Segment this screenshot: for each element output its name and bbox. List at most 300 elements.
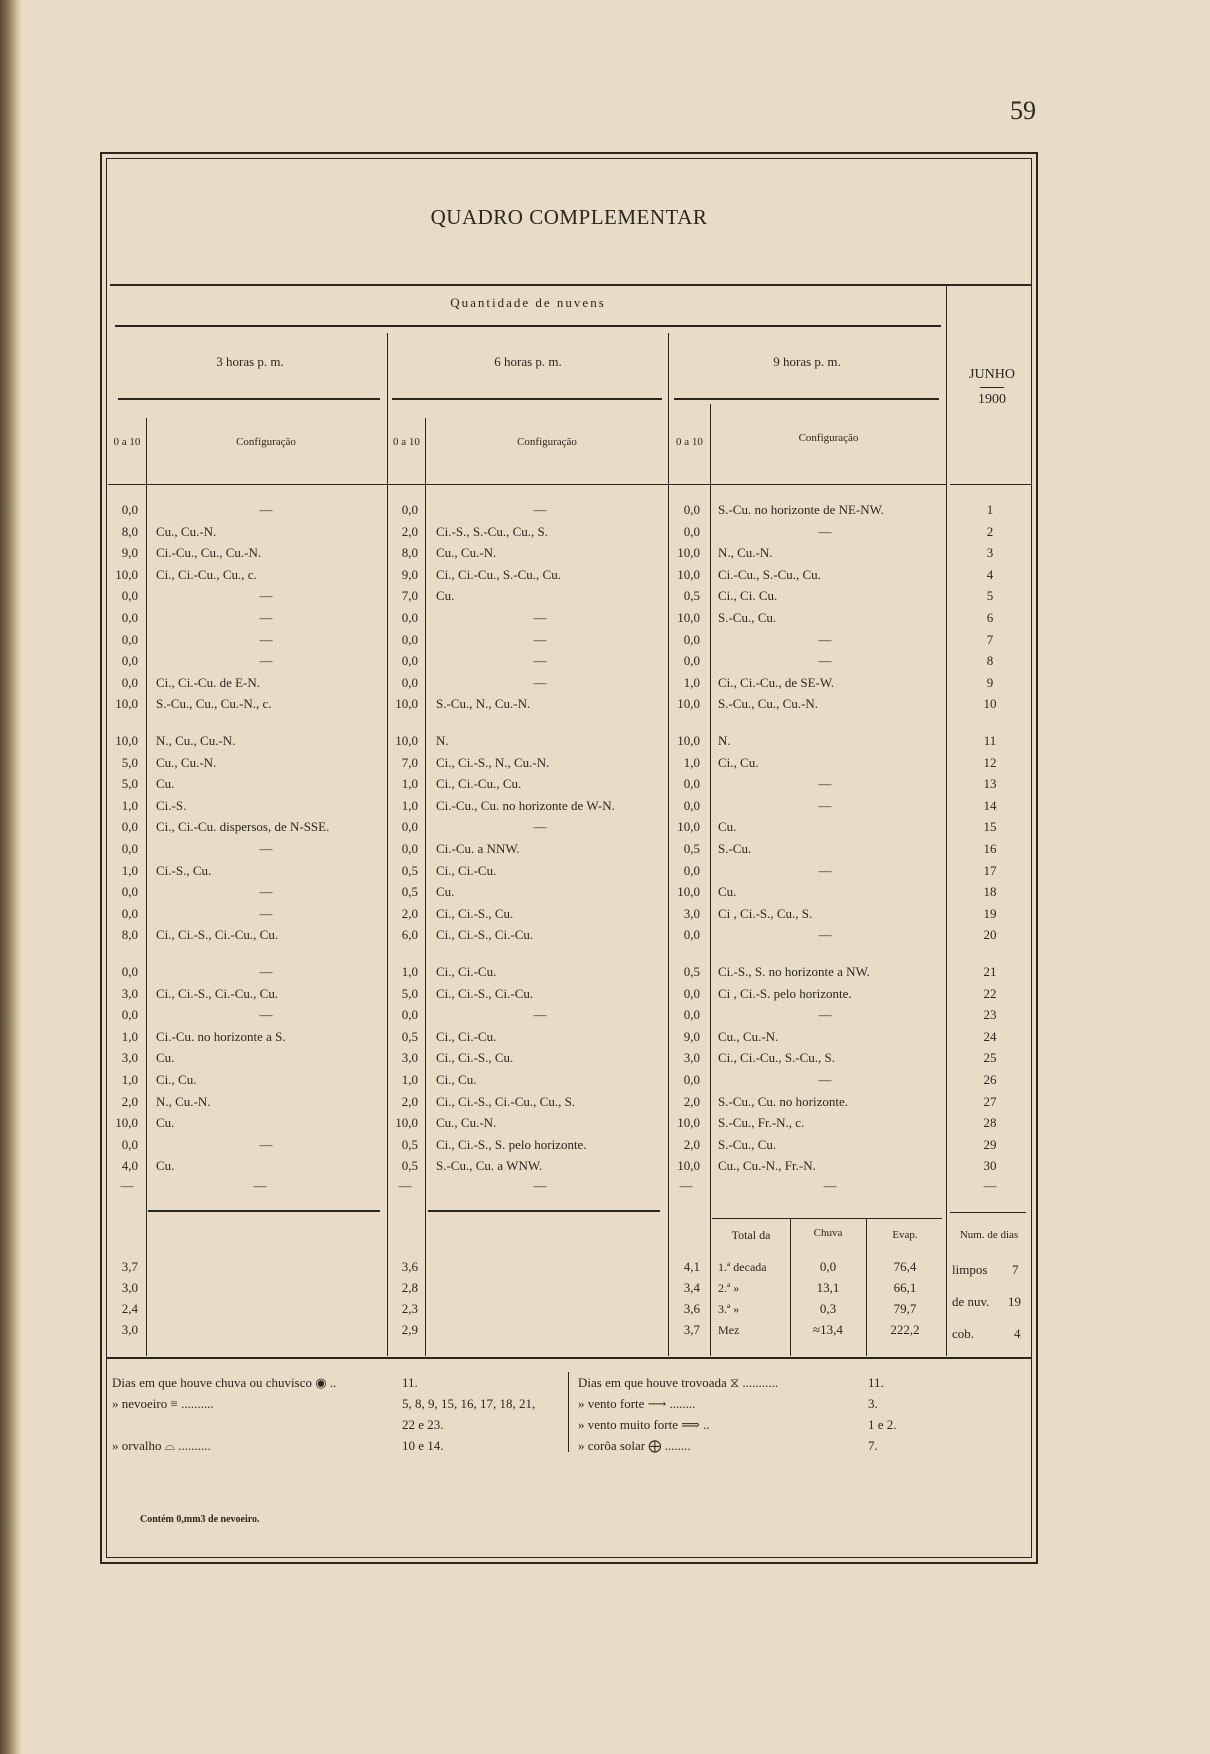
page-number: 59 [1010,96,1036,125]
cloud-config-3pm: Ci., Ci.-Cu. dispersos, de N-SSE. [156,819,330,835]
cloud-config-3pm: — [259,1007,273,1023]
cloud-config-3pm: Ci., Cu. [156,1072,197,1087]
cloud-config-3pm: Cu. [156,1050,175,1066]
day-number: 29 [983,1136,997,1152]
cloud-config-6pm: — [533,653,547,669]
cloud-amount-6pm: 2,0 [401,1093,418,1109]
cloud-config-6pm: Cu., Cu.-N. [436,1115,497,1131]
page-title: QUADRO COMPLEMENTAR [430,205,708,229]
footer-left-value: 22 e 23. [402,1417,444,1432]
cloud-amount-3pm: 0,0 [121,631,138,647]
cloud-amount-3pm: 0,0 [121,1007,138,1023]
day-number: 4 [986,566,994,582]
cloud-config-6pm: Ci., Ci.-Cu., Cu. [436,776,522,792]
cloud-amount-6pm: 10,0 [395,733,418,748]
cloud-amount-9pm: 0,0 [683,985,700,1001]
cloud-config-6pm: Ci., Ci.-S., Cu. [436,905,514,921]
cloud-config-9pm: Ci.-Cu., S.-Cu., Cu. [718,566,821,582]
cloud-config-3pm: — [259,610,273,625]
cloud-config-3pm: — [259,502,273,517]
cloud-config-6pm: Cu. [436,588,455,604]
summary-header-evap: Evap. [892,1229,918,1241]
cloud-config-6pm: Ci., Ci.-S., Ci.-Cu. [436,985,534,1001]
cloud-amount-6pm: 7,0 [401,754,418,770]
cloud-config-6pm: Cu. [436,884,455,900]
evaporation-total: 66,1 [893,1280,917,1295]
cloud-amount-3pm: 0,0 [121,884,138,900]
cloud-amount-9pm: 10,0 [677,884,700,900]
summary-period: 3.ª » [718,1302,740,1316]
cloud-config-6pm: Ci., Ci.-S., S. pelo horizonte. [436,1136,587,1152]
cloud-amount-6pm: 0,0 [401,819,418,835]
cloud-amount-6pm: 1,0 [401,776,418,792]
mean-3pm: 2,4 [121,1301,138,1316]
cloud-config-6pm: Ci.-Cu. a NNW. [436,841,520,856]
cloud-config-9pm: Ci , Ci.-S., Cu., S. [718,905,813,921]
footer-right-value: 7. [868,1438,878,1453]
cloud-config-9pm: — [818,927,832,943]
cloud-amount-3pm: 0,0 [121,819,138,835]
day-number: 19 [983,905,997,921]
cloud-amount-3pm: 0,0 [121,588,138,604]
cloud-config-9pm: — [818,523,832,539]
cloud-amount-3pm: 3,0 [121,985,138,1001]
mean-9pm: 3,6 [683,1301,700,1316]
cloud-config-3pm: — [259,653,273,669]
cloud-config-6pm: — [533,1007,547,1023]
cloud-config-3pm: Ci.-Cu., Cu., Cu.-N. [156,545,262,561]
cob-value: 4 [1014,1326,1021,1341]
day-number: 11 [983,733,997,748]
mean-9pm: 4,1 [683,1259,700,1274]
cloud-config-9pm: Cu., Cu.-N. [718,1028,779,1044]
cloud-config-3pm: N., Cu., Cu.-N. [156,733,236,748]
day-number: 24 [983,1028,997,1044]
footer-right-value: 11. [868,1375,884,1390]
column-end-dash: — [823,1178,837,1194]
footer-left-label: » nevoeiro ≡ .......... [112,1396,214,1411]
column-end-dash: — [679,1178,693,1194]
cloud-config-6pm: Cu., Cu.-N. [436,545,497,561]
cloud-amount-3pm: 5,0 [121,776,138,792]
footer-left-label: Dias em que houve chuva ou chuvisco ◉ .. [112,1375,337,1390]
cloud-amount-3pm: 0,0 [121,841,138,856]
brace-9pm [674,398,939,400]
cloud-amount-6pm: 9,0 [401,566,418,582]
cloud-config-9pm: — [818,797,832,813]
day-number: 30 [983,1158,997,1174]
cloud-amount-9pm: 9,0 [683,1028,700,1044]
day-number: 9 [986,674,994,690]
cloud-amount-6pm: 5,0 [401,985,418,1001]
col-config-a: Configuração [236,436,296,448]
cloud-amount-6pm: 0,0 [401,610,418,625]
cloud-amount-9pm: 3,0 [683,905,700,921]
cloud-amount-6pm: 1,0 [401,964,418,979]
cloud-amount-6pm: 0,0 [401,653,418,669]
cloud-config-6pm: Ci.-Cu., Cu. no horizonte de W-N. [436,797,615,813]
cloud-config-6pm: — [533,610,547,625]
cob-label: cob. [952,1326,975,1341]
cloud-amount-9pm: 0,0 [683,631,700,647]
cloud-config-9pm: — [818,862,832,878]
cloud-config-9pm: — [818,1007,832,1023]
cloud-amount-6pm: 8,0 [401,545,418,561]
brace-3pm [118,398,380,400]
period-label-3pm: 3 horas p. m. [216,354,284,369]
cloud-amount-9pm: 10,0 [677,566,700,582]
rain-total: ≈13,4 [813,1322,843,1337]
summary-rule-a [148,1210,380,1212]
cloud-config-9pm: S.-Cu., Cu. [718,610,777,625]
summary-period: 2.ª » [718,1281,740,1295]
cloud-config-3pm: — [259,964,273,979]
footer-right-label: Dias em que houve trovoada ⧖ ........... [578,1375,779,1390]
cloud-config-3pm: Ci.-S. [156,797,187,813]
mean-3pm: 3,7 [121,1259,138,1274]
cloud-amount-3pm: 0,0 [121,610,138,625]
cloud-config-6pm: — [533,819,547,835]
brace-6pm [392,398,662,400]
cloud-amount-3pm: 0,0 [121,905,138,921]
scale-divider-c [710,404,711,1356]
cloud-config-3pm: Cu., Cu.-N. [156,523,217,539]
limpos-value: 7 [1012,1262,1019,1277]
footer-left-value: 10 e 14. [402,1438,444,1453]
cloud-config-9pm: N., Cu.-N. [718,545,773,561]
cloud-config-6pm: Ci.-S., S.-Cu., Cu., S. [436,523,548,539]
month-column-divider [946,286,947,1356]
footer-left-value: 11. [402,1375,418,1390]
cloud-amount-9pm: 0,5 [683,841,700,856]
footer-right-label: » corôa solar ⨁ ........ [578,1438,691,1453]
footer-rule [106,1357,1032,1359]
month-header [947,363,1037,412]
scale-divider-b [425,418,426,1356]
cloud-amount-9pm: 10,0 [677,1115,700,1131]
footer-divider [568,1372,569,1452]
cloud-config-9pm: — [818,653,832,669]
cloud-amount-9pm: 0,0 [683,776,700,792]
cloud-config-6pm: Ci., Ci.-S., Cu. [436,1050,514,1066]
cloud-amount-9pm: 10,0 [677,1158,700,1174]
cloud-amount-9pm: 0,0 [683,653,700,669]
cloud-amount-3pm: 3,0 [121,1050,138,1066]
day-number: 10 [983,696,997,712]
cloud-config-3pm: Ci., Ci.-Cu. de E-N. [156,674,260,690]
rain-total: 0,3 [819,1301,837,1316]
cloud-config-3pm: Cu., Cu.-N. [156,754,217,770]
summary-header-chuva: Chuva [813,1227,843,1239]
cloud-config-9pm: S.-Cu., Cu. [718,1136,777,1152]
column-end-dash: — [533,1178,547,1194]
cloud-amount-6pm: 2,0 [401,523,418,539]
cloud-config-9pm: S.-Cu., Fr.-N., c. [718,1115,805,1131]
day-number: 28 [983,1115,997,1131]
group-brace [115,325,941,327]
cloud-amount-9pm: 2,0 [683,1093,700,1109]
summary-header-total: Total da [731,1228,771,1242]
cloud-amount-6pm: 0,5 [401,884,418,900]
rain-total: 13,1 [816,1280,840,1295]
cloud-config-3pm: Cu. [156,776,175,792]
cloud-amount-9pm: 10,0 [677,819,700,835]
cloud-amount-3pm: 10,0 [115,1115,138,1131]
day-number: 8 [986,653,994,669]
footer-right-label: » vento forte ⟶ ........ [578,1396,696,1411]
cloud-amount-6pm: 0,0 [401,841,418,856]
cloud-config-3pm: — [259,588,273,604]
cloud-amount-6pm: 0,5 [401,1028,418,1044]
day-number: 21 [983,964,997,979]
cloud-amount-9pm: 0,0 [683,1007,700,1023]
fog-footnote: Contém 0,mm3 de nevoeiro. [140,1514,260,1525]
cloud-config-3pm: — [259,884,273,900]
limpos-label: limpos [952,1262,988,1277]
mean-9pm: 3,4 [683,1280,700,1295]
day-number: 23 [983,1007,997,1023]
cloud-amount-6pm: 0,5 [401,862,418,878]
day-number: 7 [986,631,994,647]
day-number: 26 [983,1072,997,1087]
cloud-amount-3pm: 0,0 [121,653,138,669]
summary-header-dias: Num. de dias [959,1229,1019,1241]
column-end-dash: — [398,1178,412,1194]
cloud-amount-6pm: 7,0 [401,588,418,604]
cloud-amount-3pm: 1,0 [121,797,138,813]
cloud-amount-6pm: 3,0 [401,1050,418,1066]
cloud-amount-3pm: 9,0 [121,545,138,561]
cloud-config-3pm: Ci.-S., Cu. [156,862,212,878]
cloud-amount-6pm: 0,0 [401,674,418,690]
cloud-config-6pm: — [533,631,547,647]
cloud-amount-3pm: 10,0 [115,733,138,748]
cloud-amount-9pm: 0,0 [683,523,700,539]
cloud-config-3pm: — [259,1136,273,1152]
cloud-amount-6pm: 1,0 [401,1072,418,1087]
cloud-config-3pm: N., Cu.-N. [156,1093,211,1109]
evaporation-total: 76,4 [893,1259,917,1274]
group-header: Quantidade de nuvens [450,295,606,310]
summary-rule-c [712,1218,942,1219]
col-config-b: Configuração [517,436,577,448]
cloud-config-6pm: S.-Cu., Cu. a WNW. [436,1158,543,1174]
mean-6pm: 3,6 [401,1259,418,1274]
cloud-config-6pm: N. [436,733,449,748]
cloud-amount-6pm: 10,0 [395,696,418,712]
period-label-9pm: 9 horas p. m. [773,354,841,369]
cloud-config-9pm: S.-Cu. no horizonte de NE-NW. [718,502,884,517]
month-year: 1900 [978,392,1006,407]
cloud-amount-6pm: 0,0 [401,631,418,647]
period-label-6pm: 6 horas p. m. [494,354,562,369]
cloud-amount-3pm: 0,0 [121,1136,138,1152]
cloud-amount-6pm: 0,5 [401,1136,418,1152]
cloud-config-6pm: — [533,502,547,517]
cloud-amount-6pm: 0,0 [401,1007,418,1023]
day-number: 2 [986,523,994,539]
mean-6pm: 2,9 [401,1322,418,1337]
cloud-config-3pm: — [259,631,273,647]
cloud-amount-9pm: 3,0 [683,1050,700,1066]
footer-right-label: » vento muito forte ⟹ .. [578,1417,710,1432]
day-number: 1 [986,502,994,517]
cloud-amount-9pm: 0,5 [683,588,700,604]
nuv-value: 19 [1008,1294,1021,1309]
cloud-amount-9pm: 10,0 [677,610,700,625]
cloud-amount-3pm: 0,0 [121,502,138,517]
rain-total: 0,0 [819,1259,837,1274]
cloud-amount-9pm: 0,0 [683,862,700,878]
summary-period: Mez [718,1323,740,1337]
cloud-config-6pm: S.-Cu., N., Cu.-N. [436,696,531,712]
cloud-amount-9pm: 10,0 [677,696,700,712]
column-header-rule [108,484,946,485]
day-number: 6 [986,610,994,625]
cloud-config-3pm: Ci., Ci.-S., Ci.-Cu., Cu. [156,927,279,943]
cloud-amount-9pm: 0,0 [683,502,700,517]
day-number: 16 [983,841,997,856]
cloud-amount-3pm: 4,0 [121,1158,138,1174]
mean-6pm: 2,8 [401,1280,418,1295]
cloud-config-6pm: — [533,674,547,690]
cloud-amount-3pm: 10,0 [115,696,138,712]
cloud-config-9pm: S.-Cu., Cu. no horizonte. [718,1093,848,1109]
cloud-config-3pm: Ci.-Cu. no horizonte a S. [156,1028,286,1044]
column-end-dash: — [120,1178,134,1194]
day-number: 13 [983,776,997,792]
day-number: 17 [983,862,997,878]
mean-6pm: 2,3 [401,1301,418,1316]
cloud-config-3pm: Cu. [156,1158,175,1174]
day-number: 20 [983,927,997,943]
cloud-amount-6pm: 2,0 [401,905,418,921]
cloud-amount-9pm: 10,0 [677,545,700,561]
day-number: 15 [983,819,997,835]
cloud-amount-9pm: 2,0 [683,1136,700,1152]
mean-3pm: 3,0 [121,1280,138,1295]
day-number: 3 [986,545,994,561]
cloud-config-9pm: Cu. [718,884,737,900]
day-number: 5 [986,588,994,604]
day-number: 18 [983,884,997,900]
cloud-amount-6pm: 10,0 [395,1115,418,1131]
summary-rule-b [428,1210,660,1212]
cloud-amount-6pm: 0,5 [401,1158,418,1174]
cloud-amount-3pm: 8,0 [121,927,138,943]
footer-left-value: 5, 8, 9, 15, 16, 17, 18, 21, [402,1396,536,1411]
month-name: JUNHO [969,367,1015,382]
cloud-config-9pm: Ci., Ci.-Cu., de SE-W. [718,674,835,690]
evaporation-total: 79,7 [893,1301,917,1316]
cloud-config-3pm: — [259,905,273,921]
cloud-amount-3pm: 1,0 [121,862,138,878]
footer-left-label: » orvalho ⌓ .......... [112,1438,211,1453]
cloud-config-6pm: Ci., Ci.-Cu., S.-Cu., Cu. [436,566,561,582]
col-scale-c: 0 a 10 [676,436,703,448]
cloud-amount-9pm: 0,5 [683,964,700,979]
cloud-config-9pm: Ci , Ci.-S. pelo horizonte. [718,985,852,1001]
footer-right-value: 3. [868,1396,878,1411]
mean-9pm: 3,7 [683,1322,700,1337]
book-binding-edge [0,0,22,1754]
column-end-dash: — [983,1178,997,1194]
cloud-amount-6pm: 1,0 [401,797,418,813]
day-number: 27 [983,1093,997,1109]
cloud-amount-9pm: 1,0 [683,754,700,770]
cloud-config-6pm: Ci., Cu. [436,1072,477,1087]
footer-right-value: 1 e 2. [868,1417,897,1432]
cloud-config-9pm: Cu. [718,819,737,835]
cloud-config-9pm: — [818,631,832,647]
cloud-config-3pm: Cu. [156,1115,175,1131]
cloud-config-3pm: Ci., Ci.-S., Ci.-Cu., Cu. [156,985,279,1001]
evaporation-total: 222,2 [890,1322,920,1337]
cloud-config-9pm: S.-Cu. [718,841,752,856]
cloud-config-9pm: Ci., Cu. [718,754,759,770]
cloud-config-3pm: S.-Cu., Cu., Cu.-N., c. [156,696,272,712]
cloud-config-9pm: Cu., Cu.-N., Fr.-N. [718,1158,816,1174]
cloud-amount-9pm: 0,0 [683,797,700,813]
cloud-amount-9pm: 0,0 [683,1072,700,1087]
cloud-amount-9pm: 0,0 [683,927,700,943]
cloud-config-6pm: Ci., Ci.-S., N., Cu.-N. [436,754,550,770]
cloud-config-9pm: Ci.-S., S. no horizonte a NW. [718,964,870,979]
col-config-c: Configuração [798,432,859,444]
cloud-amount-3pm: 10,0 [115,566,138,582]
month-header-rule [950,484,1032,485]
cloud-config-3pm: Ci., Ci.-Cu., Cu., c. [156,566,257,582]
day-number: 22 [983,985,997,1001]
cloud-config-3pm: — [259,841,273,856]
col-scale-a: 0 a 10 [113,436,141,448]
day-number: 12 [983,754,997,770]
header-rule [110,284,1032,286]
summary-rule-d [950,1212,1026,1213]
cloud-amount-3pm: 5,0 [121,754,138,770]
nuv-label: de nuv. [952,1294,990,1309]
cloud-config-6pm: Ci., Ci.-S., Ci.-Cu. [436,927,534,943]
cloud-amount-3pm: 0,0 [121,964,138,979]
cloud-config-6pm: Ci., Ci.-Cu. [436,1028,497,1044]
mean-3pm: 3,0 [121,1322,138,1337]
cloud-amount-3pm: 1,0 [121,1072,138,1087]
cloud-config-6pm: Ci., Ci.-Cu. [436,964,497,979]
cloud-config-6pm: Ci., Ci.-S., Ci.-Cu., Cu., S. [436,1093,576,1109]
cloud-amount-9pm: 10,0 [677,733,700,748]
cloud-config-9pm: Ci., Ci.-Cu., S.-Cu., S. [718,1050,836,1066]
cloud-amount-6pm: 6,0 [401,927,418,943]
cloud-amount-9pm: 1,0 [683,674,700,690]
column-end-dash: — [253,1178,267,1194]
cloud-config-9pm: N. [718,733,731,748]
cloud-config-9pm: S.-Cu., Cu., Cu.-N. [718,696,819,712]
cloud-amount-3pm: 8,0 [121,523,138,539]
col-scale-b: 0 a 10 [393,436,420,448]
cloud-amount-3pm: 0,0 [121,674,138,690]
cloud-config-9pm: — [818,776,832,792]
summary-period: 1.ª decada [718,1260,767,1274]
cloud-amount-3pm: 1,0 [121,1028,138,1044]
cloud-config-9pm: — [818,1072,832,1087]
cloud-config-6pm: Ci., Ci.-Cu. [436,862,497,878]
day-number: 25 [983,1050,997,1066]
cloud-amount-6pm: 0,0 [401,502,418,517]
cloud-config-9pm: Ci., Ci. Cu. [718,588,778,604]
scale-divider-a [146,418,147,1356]
cloud-amount-3pm: 2,0 [121,1093,138,1109]
day-number: 14 [983,797,997,813]
